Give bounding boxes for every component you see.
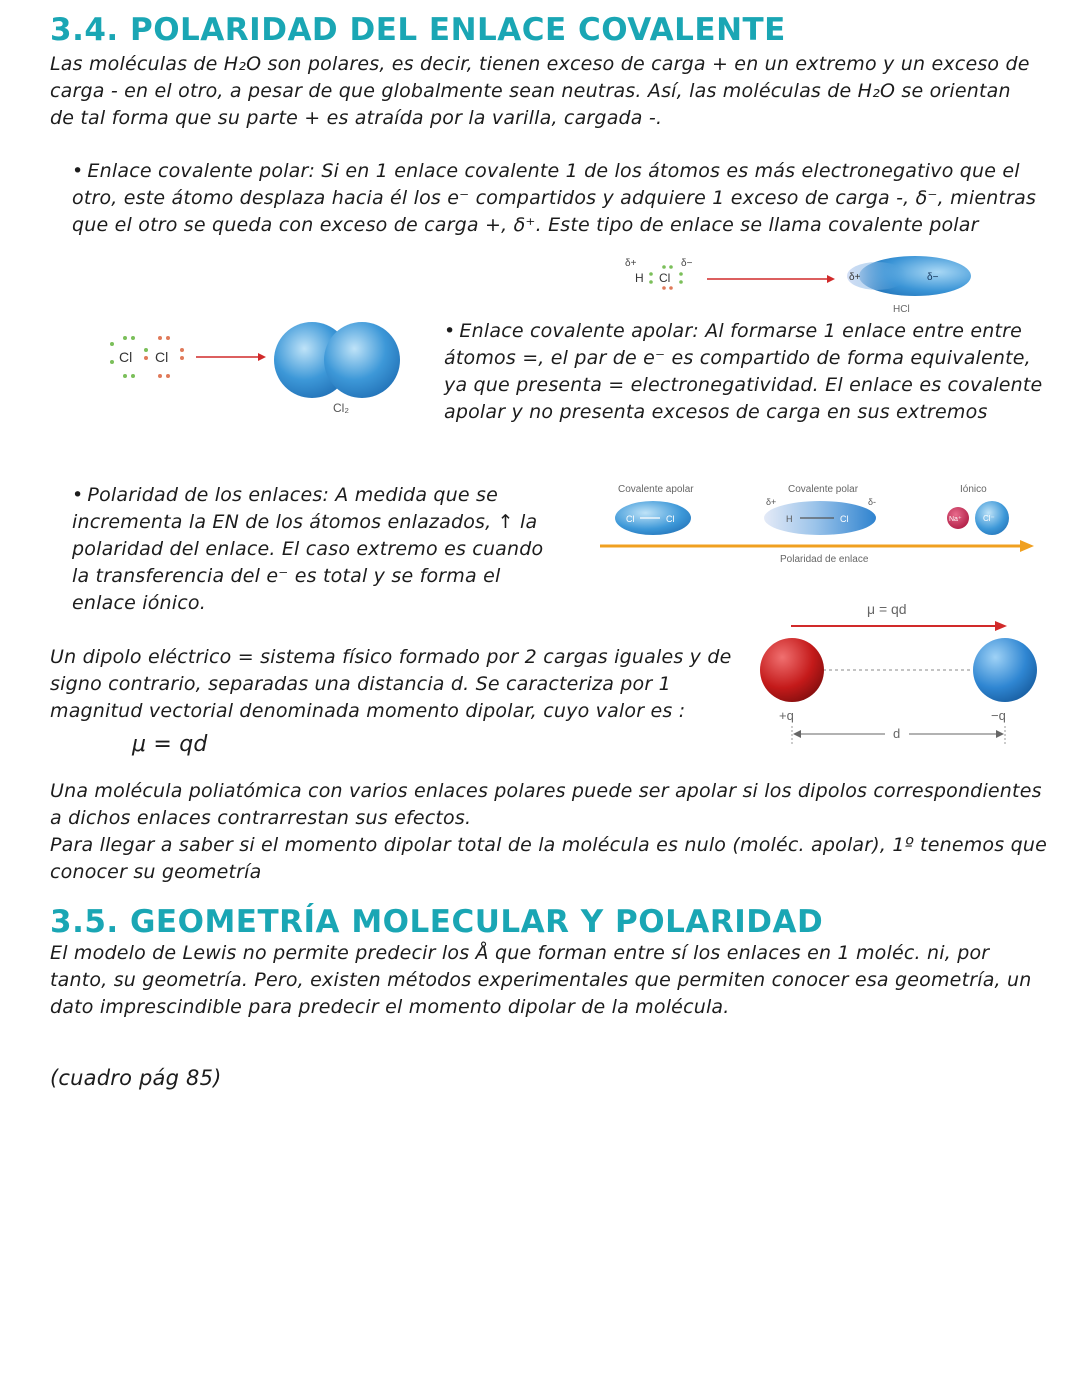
lewis-dot bbox=[131, 374, 135, 378]
apolar-bond-text bbox=[444, 318, 1044, 426]
cl2-lewis-cl-1: Cl bbox=[119, 349, 133, 365]
lewis-dot bbox=[158, 374, 162, 378]
plus-q-label: +q bbox=[779, 708, 794, 723]
lewis-dot bbox=[662, 286, 666, 290]
bond-polarity-text-content: Polaridad de los enlaces: A medida que se incrementa la EN de los átomos enlazados, ↑ la polaridad del enlace. El caso extremo es cuando la transferencia del e⁻ es total y se forma el enlace iónico. bbox=[72, 484, 544, 614]
table-reference-note: (cuadro pág 85) bbox=[50, 1066, 222, 1090]
section-title-3-4: 3.4. POLARIDAD DEL ENLACE COVALENTE bbox=[50, 12, 786, 48]
polar-bond-text-content: Enlace covalente polar: Si en 1 enlace covalente 1 de los átomos es más electronegativo que el otro, este átomo desplaza hacia él los e⁻ compartidos y adquiere 1 exceso de carga -, δ⁻, mientras que el otro se queda con exceso de carga +, δ⁺. Este tipo de enlace se llama covalente polar bbox=[72, 160, 1037, 236]
lewis-dot bbox=[110, 360, 114, 364]
lewis-dot bbox=[166, 336, 170, 340]
lewis-dot bbox=[669, 265, 673, 269]
positive-charge-sphere bbox=[760, 638, 824, 702]
lewis-dot bbox=[131, 336, 135, 340]
lewis-dot bbox=[669, 286, 673, 290]
hcl-delta-plus: δ+ bbox=[849, 272, 861, 283]
bond-polarity-text bbox=[72, 482, 560, 617]
bond-polarity-figure bbox=[596, 478, 1040, 566]
cl2-svg bbox=[100, 320, 420, 420]
cl2-label: Cl₂ bbox=[333, 401, 349, 415]
lewis-dot bbox=[144, 356, 148, 360]
na-ion-label: Na⁺ bbox=[949, 516, 962, 523]
hcl-figure bbox=[615, 252, 990, 314]
lewis-dot bbox=[110, 342, 114, 346]
section-title-3-5: 3.5. GEOMETRÍA MOLECULAR Y POLARIDAD bbox=[50, 904, 824, 940]
dipole-figure bbox=[755, 598, 1045, 746]
lewis-dot bbox=[649, 280, 653, 284]
polar-cl: Cl bbox=[840, 514, 849, 524]
hcl-arrow-head bbox=[827, 275, 835, 283]
hcl-lewis-delta-plus: δ+ bbox=[625, 258, 637, 269]
bond-polarity-svg bbox=[596, 478, 1040, 566]
polar-h: H bbox=[786, 514, 793, 524]
lewis-dot bbox=[662, 265, 666, 269]
lewis-dot bbox=[123, 336, 127, 340]
cl2-arrow-head bbox=[258, 353, 266, 361]
dipole-svg bbox=[755, 598, 1045, 746]
dipole-mu-label: μ = qd bbox=[867, 601, 907, 617]
cl-ion-label: Cl⁻ bbox=[983, 514, 995, 523]
polyatomic-paragraph-2: Para llegar a saber si el momento dipolar total de la molécula es nulo (moléc. apolar), 1º tenemos que conocer su geometría bbox=[50, 834, 1047, 883]
apolar-cl-2: Cl bbox=[666, 514, 675, 524]
hcl-lewis-delta-minus: δ− bbox=[681, 258, 693, 269]
lewis-dot bbox=[166, 374, 170, 378]
lewis-dot bbox=[123, 374, 127, 378]
lewis-dot bbox=[180, 348, 184, 352]
intro-paragraph: Las moléculas de H₂O son polares, es decir, tienen exceso de carga + en un extremo y un exceso de carga - en el otro, a pesar de que globalmente sean neutras. Así, las moléculas de H₂O se orientan de tal forma que su parte + es atraída por la varilla, cargada -. bbox=[50, 53, 1030, 129]
d-arrow-left-head bbox=[793, 730, 801, 738]
lewis-dot bbox=[679, 280, 683, 284]
d-label: d bbox=[893, 726, 901, 741]
dipole-formula: μ = qd bbox=[132, 732, 208, 757]
polyatomic-paragraph-1: Una molécula poliatómica con varios enlaces polares puede ser apolar si los dipolos correspondientes a dichos enlaces contrarrestan sus efectos. bbox=[50, 780, 1042, 829]
label-ionico: Iónico bbox=[960, 484, 987, 495]
dipole-vector-head bbox=[995, 621, 1007, 631]
polar-delta-minus: δ- bbox=[868, 497, 877, 507]
hcl-lewis-cl: Cl bbox=[659, 271, 671, 285]
lewis-dot bbox=[649, 272, 653, 276]
cl2-figure bbox=[100, 320, 420, 420]
polarity-arrow-label: Polaridad de enlace bbox=[780, 554, 869, 565]
cl2-sphere-2 bbox=[324, 322, 400, 398]
polar-delta-plus: δ+ bbox=[766, 497, 777, 507]
apolar-bond-text-content: Enlace covalente apolar: Al formarse 1 enlace entre entre átomos =, el par de e⁻ es compartido de forma equivalente, ya que presenta = electronegatividad. El enlace es covalente apolar y no presenta excesos de carga en sus extremos bbox=[444, 320, 1043, 423]
polar-bond-text bbox=[72, 158, 1050, 239]
polarity-arrow-head bbox=[1020, 540, 1034, 552]
lewis-dot bbox=[679, 272, 683, 276]
lewis-dot bbox=[158, 336, 162, 340]
lewis-dot bbox=[144, 348, 148, 352]
negative-charge-sphere bbox=[973, 638, 1037, 702]
cl2-lewis-cl-2: Cl bbox=[155, 349, 169, 365]
d-arrow-right-head bbox=[996, 730, 1004, 738]
apolar-cl-1: Cl bbox=[626, 514, 635, 524]
minus-q-label: −q bbox=[991, 708, 1006, 723]
lewis-dot bbox=[180, 356, 184, 360]
label-covalente-polar: Covalente polar bbox=[788, 484, 859, 495]
hcl-svg bbox=[615, 252, 990, 314]
geometry-paragraph: El modelo de Lewis no permite predecir los Å que forman entre sí los enlaces en 1 moléc. ni, por tanto, su geometría. Pero, existen métodos experimentales que permiten conocer esa geometría, un dato imprescindible para predecir el momento dipolar de la molécula. bbox=[50, 942, 1032, 1018]
hcl-lewis-h: H bbox=[635, 271, 644, 285]
hcl-label: HCl bbox=[893, 304, 910, 314]
hcl-delta-minus: δ− bbox=[927, 272, 939, 283]
label-covalente-apolar: Covalente apolar bbox=[618, 484, 694, 495]
dipole-text: Un dipolo eléctrico = sistema físico formado por 2 cargas iguales y de signo contrario, separadas una distancia d. Se caracteriza por 1 magnitud vectorial denominada momento dipolar, cuyo valor es : bbox=[50, 646, 732, 722]
